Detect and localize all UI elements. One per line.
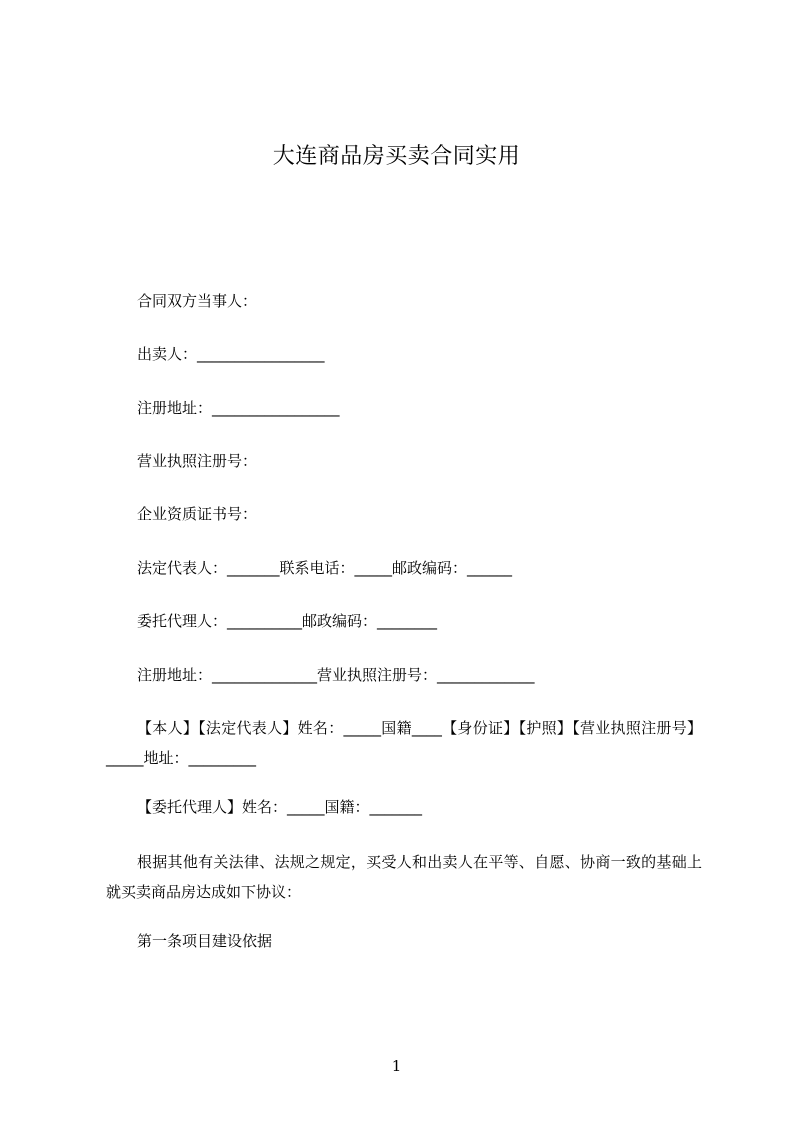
business-license-field: 营业执照注册号： bbox=[137, 452, 258, 470]
legal-representative-field: 法定代表人：_______联系电话：_____邮政编码：______ bbox=[137, 559, 513, 577]
document-title: 大连商品房买卖合同实用 bbox=[272, 144, 521, 169]
authorized-agent-field: 委托代理人：__________邮政编码：________ bbox=[137, 612, 438, 630]
qualification-certificate-field: 企业资质证书号： bbox=[137, 505, 258, 523]
buyer-identity-paragraph: 【本人】【法定代表人】姓名：_____国籍____【身份证】【护照】【营业执照注册号】_____地址：_________ bbox=[106, 719, 702, 767]
agreement-preamble-paragraph: 根据其他有关法律、法规之规定，买受人和出卖人在平等、自愿、协商一致的基础上就买卖商品房达成如下协议： bbox=[106, 853, 702, 901]
page-number: 1 bbox=[391, 1057, 402, 1075]
registered-address-field: 注册地址：_________________ bbox=[137, 399, 340, 417]
article-one-heading: 第一条项目建设依据 bbox=[137, 932, 273, 950]
buyer-agent-field: 【委托代理人】姓名：_____国籍：_______ bbox=[137, 798, 423, 816]
parties-heading: 合同双方当事人： bbox=[137, 292, 258, 310]
seller-field: 出卖人：_________________ bbox=[137, 345, 325, 363]
second-address-license-field: 注册地址：______________营业执照注册号：_____________ bbox=[137, 666, 535, 684]
